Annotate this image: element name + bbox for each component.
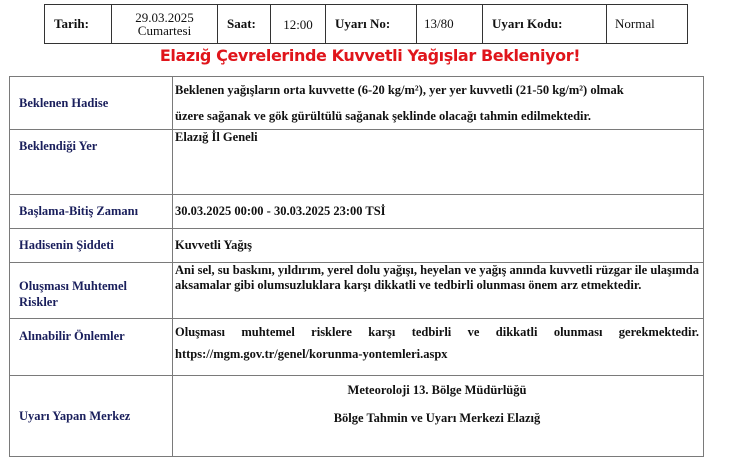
precautions-line-1: Oluşması muhtemel risklere karşı tedbirli ve dikkatli olunması gerekmektedir. bbox=[175, 325, 699, 339]
table-row bbox=[10, 77, 704, 130]
table-row bbox=[10, 319, 704, 376]
warning-no-value: 13/80 bbox=[416, 5, 454, 43]
table-row bbox=[10, 263, 704, 319]
precautions-link[interactable]: https://mgm.gov.tr/genel/korunma-yontemleri.aspx bbox=[175, 347, 448, 361]
warning-code-value: Normal bbox=[607, 5, 688, 44]
row-label-possible-risks bbox=[10, 263, 173, 319]
possible-risks-label-line-2: Riskler bbox=[19, 294, 58, 309]
row-value-precautions bbox=[173, 319, 704, 376]
row-label-severity: Hadisenin Şiddeti bbox=[10, 229, 173, 263]
issuing-center-line-2: Bölge Tahmin ve Uyarı Merkezi Elazığ bbox=[333, 411, 541, 425]
row-value-issuing-center bbox=[173, 376, 704, 457]
date-cell bbox=[112, 5, 218, 44]
row-value-start-end-time: 30.03.2025 00:00 - 30.03.2025 23:00 TSİ bbox=[173, 195, 704, 229]
row-value-expected-location: Elazığ İl Geneli bbox=[173, 130, 704, 195]
row-value-expected-event bbox=[173, 77, 704, 130]
row-label-precautions: Alınabilir Önlemler bbox=[10, 319, 173, 376]
table-row bbox=[10, 195, 704, 229]
row-label-start-end-time: Başlama-Bitiş Zamanı bbox=[10, 195, 173, 229]
row-label-issuing-center: Uyarı Yapan Merkez bbox=[10, 376, 173, 457]
warning-title: Elazığ Çevrelerinde Kuvvetli Yağışlar Bekleniyor! bbox=[159, 46, 581, 65]
issuing-center-line-1: Meteoroloji 13. Bölge Müdürlüğü bbox=[347, 383, 527, 397]
warning-header-table bbox=[44, 4, 688, 44]
row-label-expected-location: Beklendiği Yer bbox=[10, 130, 173, 195]
table-row bbox=[10, 130, 704, 195]
table-row bbox=[10, 376, 704, 457]
expected-event-line-1: Beklenen yağışların orta kuvvette (6-20 kg/m²), yer yer kuvvetli (21-50 kg/m²) olmak bbox=[175, 83, 624, 97]
warning-details-table bbox=[9, 76, 704, 457]
warning-code-label: Uyarı Kodu: bbox=[483, 5, 607, 44]
possible-risks-label-line-1: Oluşması Muhtemel bbox=[19, 278, 127, 293]
day-value: Cumartesi bbox=[137, 23, 192, 38]
expected-event-line-2: üzere sağanak ve gök gürültülü sağanak şeklinde olacağı tahmin edilmektedir. bbox=[175, 109, 592, 123]
time-value: 12:00 bbox=[271, 5, 326, 44]
date-value: 29.03.2025 bbox=[135, 10, 194, 25]
row-label-expected-event: Beklenen Hadise bbox=[10, 77, 173, 130]
date-label: Tarih: bbox=[45, 5, 112, 44]
warning-no-cell bbox=[326, 5, 483, 44]
row-value-possible-risks: Ani sel, su baskını, yıldırım, yerel dolu yağışı, heyelan ve yağış anında kuvvetli rüzgar ile ulaşımda aksamalar gibi olumsuzluklara karşı dikkatli ve tedbirli olunması önem arz etmektedir. bbox=[173, 263, 704, 319]
table-row bbox=[10, 229, 704, 263]
time-label: Saat: bbox=[218, 5, 271, 44]
warning-no-label: Uyarı No: bbox=[335, 16, 391, 31]
row-value-severity: Kuvvetli Yağış bbox=[173, 229, 704, 263]
